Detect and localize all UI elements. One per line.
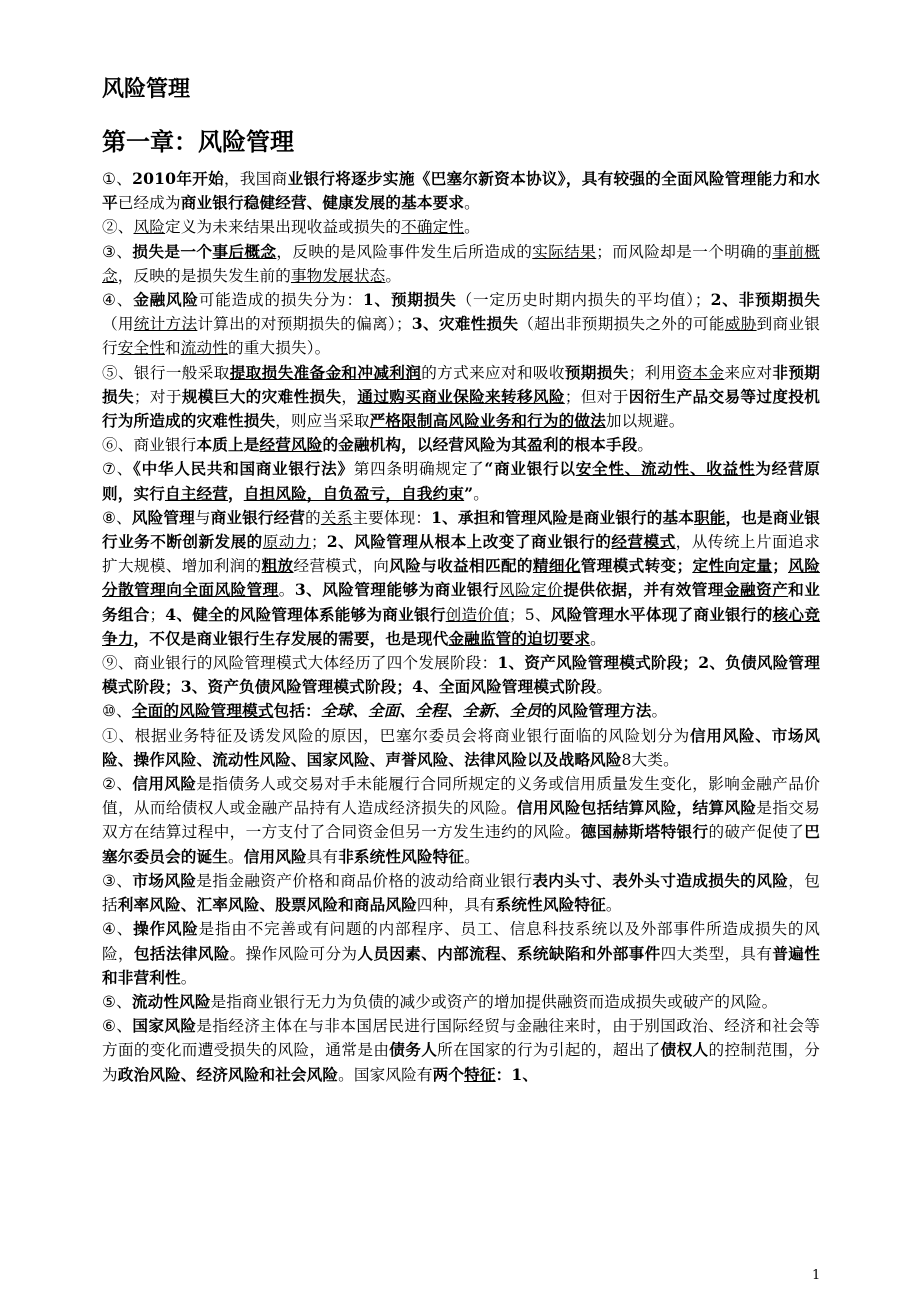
text-run: 。 — [227, 847, 244, 866]
text-run: 的破产促使了 — [708, 823, 805, 842]
text-run: ；5、 — [509, 605, 551, 624]
text-run: 表内头寸、表外头寸造成损失的风险 — [532, 870, 789, 890]
text-run: 是指交易双方在结算过程中，一方支付了合同资金但另一方发生违约的风险。 — [102, 799, 820, 842]
text-run: 3、风险管理能够为商业银行 — [294, 580, 499, 600]
text-run: 。 — [180, 968, 197, 987]
paragraph — [102, 215, 820, 239]
text-run: “商业银行以 — [484, 459, 576, 479]
text-run: 严格限制高风险业务和行为的做法 — [369, 411, 606, 431]
text-run: 2、非预期损失 — [710, 290, 820, 310]
text-run: 非系统性风险特征 — [338, 846, 465, 866]
text-run: 四种，具有 — [416, 896, 496, 915]
text-run: 。 — [385, 266, 402, 285]
text-run: 是指经济主体在与非本国居民进行国际经贸与金融往来时，由于别国政治、经济和社会等方面的变化而遭受损失的风险，通常是由 — [102, 1017, 821, 1060]
text-run: 商业银行稳健经营、健康发展的基本要求 — [180, 193, 465, 213]
text-run: 具有 — [306, 847, 339, 866]
chapter-title: 第一章：风险管理 — [102, 128, 294, 156]
text-run: 事物发展状态 — [290, 266, 386, 285]
text-run: 的 — [305, 508, 321, 527]
text-run: 安全性、流动性、收益性 — [575, 459, 756, 479]
text-run: ④、 — [102, 291, 134, 310]
paragraph — [102, 433, 820, 457]
text-run: 。 — [596, 678, 613, 697]
text-run: 职能 — [694, 507, 726, 527]
text-run: 信用风险包括结算风险，结算风险 — [516, 798, 757, 818]
text-run: 风险分散管理向全面风险管理 — [102, 556, 820, 600]
paragraph — [102, 457, 820, 505]
text-run: 两个 — [432, 1064, 465, 1084]
text-run: 巴塞尔委员会的诞生 — [102, 822, 820, 866]
paragraph — [102, 990, 820, 1014]
text-run: 所在国家的行为引起的，超出了 — [437, 1041, 661, 1060]
text-run: 因衍生产品交易等过度投机行为所造成的灾难性损失 — [102, 386, 820, 431]
text-run: 通过购买商业保险来转移风险 — [357, 386, 565, 406]
text-run: 信用风险 — [243, 846, 307, 866]
text-run: 业银行将逐步实施《巴塞尔新资本协议》，具有较强的全面风险管理能力和水平 — [102, 169, 820, 213]
text-run: 精细化 — [532, 556, 581, 576]
text-run: 到商业银行 — [102, 315, 820, 358]
paragraph — [102, 1014, 820, 1087]
text-run: 创造价值 — [445, 605, 510, 624]
text-run: 四大类型，具有 — [660, 944, 773, 963]
text-run: ；但对于 — [564, 387, 629, 406]
text-run: 主要体现： — [352, 508, 432, 527]
text-run: 粗放 — [261, 556, 294, 576]
text-run: （一定历史时期内损失的平均值）； — [456, 291, 711, 310]
text-run: 风险管理水平体现了商业银行的 — [550, 604, 773, 624]
text-run: ， — [227, 483, 244, 503]
text-run: 流动性 — [180, 339, 228, 358]
text-run: 是指金融资产价格和商品价格的波动给商业银行 — [196, 871, 533, 890]
text-run: 流动性风险 — [131, 991, 211, 1011]
text-run: 第四条明确规定了 — [353, 460, 485, 479]
text-run: 系统性风险特征 — [495, 895, 606, 915]
text-run: 普遍性和非营利性 — [102, 943, 820, 987]
page-number: 1 — [812, 1268, 821, 1283]
text-run: ，也是商业银行业务不断创新发展的 — [102, 507, 821, 552]
text-run: 可能造成的损失分为： — [198, 291, 363, 310]
text-run: ；利用 — [628, 363, 677, 382]
text-run: ⑥、 — [102, 1017, 133, 1036]
text-run: 信用风险 — [132, 774, 197, 794]
text-run: 原动力 — [262, 533, 311, 552]
text-run: 加以规避。 — [605, 412, 685, 431]
text-run: 。 — [464, 218, 480, 237]
text-run: 商业银行的风险管理模式大体经历了四个发展阶段： — [133, 654, 498, 673]
text-run: 《中华人民共和国商业银行法》 — [133, 459, 354, 479]
text-run: 风险与收益相匹配的 — [389, 556, 533, 576]
text-run: 和 — [164, 339, 181, 358]
text-run: 与 — [194, 508, 211, 527]
text-run: 人员因素、内部流程、系统缺陷和外部事件 — [357, 943, 661, 963]
text-run: 经营模式 — [611, 532, 676, 552]
text-run: ①、 — [102, 170, 133, 188]
text-run: 全球、全面、全程、全新、全员 — [320, 701, 542, 721]
text-run: 金融监管 — [448, 628, 512, 648]
text-run: 。 — [464, 194, 480, 213]
text-run: 1、承担和管理风险是商业银行的基本 — [431, 507, 695, 527]
text-run: 已经成为 — [117, 194, 181, 213]
text-run: 政治风险、经济风险和社会风险 — [117, 1064, 339, 1084]
text-run: ②、 — [102, 775, 133, 794]
text-run: 。 — [278, 581, 295, 600]
text-run: ，包括 — [102, 871, 821, 915]
text-run: ； — [149, 605, 166, 624]
text-run: 经营模式，向 — [293, 557, 390, 576]
text-run: 的风险管理方法 — [541, 701, 652, 721]
text-run: 自主经营 — [164, 483, 228, 503]
text-run: ①、根据业务特征及诱发风险的原因，巴塞尔委员会将商业银行面临的风险划分为 — [102, 726, 690, 745]
paragraph-list — [102, 167, 820, 1087]
text-run: ：1、 — [495, 1064, 539, 1084]
text-run: 自担风险，自负盈亏，自我约束 — [243, 483, 465, 503]
text-run: 是指由不完善或有问题的内部程序、员工、信息科技系统以及外部事件所造成损失的风险， — [102, 920, 820, 963]
text-run: 统计方法 — [133, 315, 198, 334]
paragraph — [102, 917, 820, 990]
text-run: 利率风险、汇率风险、股票风险和商品风险 — [117, 895, 417, 915]
text-run: ⑤、 — [102, 992, 132, 1011]
text-run: 特征 — [464, 1064, 496, 1084]
text-run: 的方式来应对和吸收 — [421, 363, 565, 382]
text-run: 包括法律风险 — [133, 943, 230, 963]
text-run: 8大类。 — [621, 750, 679, 769]
text-run: 风险定价 — [498, 581, 564, 600]
text-run: ，则应当采取 — [275, 412, 370, 431]
text-run: （超出非预期损失之外的可能 — [518, 315, 725, 334]
text-run: ⑥、商业银行 — [102, 436, 197, 455]
text-run: （用 — [102, 315, 134, 334]
text-run: 。国家风险有 — [338, 1065, 433, 1084]
text-run: 。操作风险可分为 — [229, 944, 358, 963]
text-run: 规模巨大的灾难性损失 — [181, 386, 342, 406]
text-run: ②、 — [102, 218, 134, 237]
document-page — [102, 74, 820, 1087]
paragraph — [102, 651, 820, 699]
text-run: 的金融机构，以经营风险为其盈利的根本手段 — [322, 435, 638, 455]
text-run: 和业务组合 — [102, 580, 820, 624]
text-run: 。 — [473, 484, 490, 503]
text-run: 债权人 — [660, 1040, 709, 1060]
text-run: ⑦、 — [102, 460, 134, 479]
text-run: 提取损失准备金和冲减利润 — [229, 362, 422, 382]
text-run: 德国赫斯塔特银行 — [580, 822, 709, 842]
text-run: ⑨、 — [102, 654, 134, 673]
text-run: ④、 — [102, 920, 134, 939]
text-run: 。 — [464, 847, 480, 866]
text-run: ，反映的是风险事件发生后所造成的 — [276, 242, 533, 261]
text-run: 核心竞争力 — [102, 604, 821, 648]
text-run: 损失是一个 — [132, 241, 213, 261]
text-run: ，我国商 — [224, 170, 288, 188]
paragraph — [102, 724, 820, 772]
text-run: 风险 — [133, 218, 165, 237]
text-run: 。 — [637, 436, 654, 455]
text-run: 2、风险管理从根本上改变了商业银行的 — [326, 532, 612, 552]
text-run: ，反映的是损失发生前的 — [117, 266, 291, 285]
text-run: 。 — [605, 896, 622, 915]
text-run: 定性向定量 — [692, 556, 773, 576]
text-run: 包括： — [273, 701, 321, 721]
text-run: 非预期损失 — [102, 362, 821, 406]
text-run: 关系 — [320, 508, 353, 527]
text-run: 操作风险 — [133, 919, 199, 939]
paragraph — [102, 288, 820, 361]
text-run: ③、 — [102, 242, 133, 261]
paragraph — [102, 869, 820, 917]
text-run: 金融风险 — [133, 290, 199, 310]
text-run: 债务人 — [389, 1040, 438, 1060]
text-run: 1、资产风险管理模式阶段；2、负债风险管理模式阶段；3、资产负债风险管理模式阶段；4、全面风险管理模式阶段 — [102, 653, 820, 697]
text-run: 风险管理 — [131, 507, 195, 527]
paragraph — [102, 167, 820, 215]
text-run: 的迫切要求 — [511, 628, 591, 648]
text-run: 信用风险、市场风险、操作风险、流动性风险、国家风险、声誉风险、法律风险以及战略风险 — [102, 725, 821, 769]
text-run: ⑩、 — [102, 702, 132, 721]
text-run: 2010年开始 — [132, 169, 224, 188]
text-run: 。 — [651, 702, 668, 721]
document-title: 风险管理 — [102, 77, 191, 102]
paragraph — [102, 240, 820, 288]
text-run: ；对于 — [133, 387, 182, 406]
text-run: 威胁 — [724, 315, 757, 334]
text-run: ； — [310, 533, 327, 552]
text-run: ” — [464, 483, 474, 503]
text-run: ，从传统上片面追求扩大规模、增加利润的 — [102, 533, 820, 576]
text-run: 资本金 — [676, 363, 725, 382]
text-run: ， — [341, 387, 358, 406]
text-run: ③、 — [102, 871, 133, 890]
text-run: 是指商业银行无力为负债的减少或资产的增加提供融资而造成损失或破产的风险。 — [210, 992, 778, 1011]
text-run: ；而风险却是一个明确的 — [596, 242, 773, 261]
text-run: 计算出的对预期损失的偏离）； — [197, 315, 412, 334]
text-run: 来应对 — [724, 363, 773, 382]
text-run: 金融资产 — [723, 580, 789, 600]
text-run: 经营风险 — [259, 435, 323, 455]
text-run: 不确定性 — [401, 218, 465, 237]
text-run: 为经营原则，实行 — [102, 459, 821, 503]
text-run: ，不仅是商业银行生存发展的需要，也是现代 — [133, 628, 449, 648]
text-run: 安全性 — [117, 339, 165, 358]
text-run: 本质上是 — [196, 435, 260, 455]
text-run: 实际结果 — [532, 242, 597, 261]
text-run: 定义为未来结果出现收益或损失的 — [165, 218, 402, 237]
paragraph — [102, 361, 820, 434]
text-run: 预期损失 — [564, 362, 629, 382]
text-run: 。 — [590, 629, 606, 648]
text-run: 提供依据，并有效管理 — [563, 580, 724, 600]
text-run: 3、灾难性损失 — [411, 314, 519, 334]
text-run: 事后概念 — [212, 241, 277, 261]
text-run: ⑧、 — [102, 508, 132, 527]
text-run: 是指债务人或交易对手未能履行合同所规定的义务或信用质量发生变化，影响金融产品价值，从而给债权人或金融产品持有人造成经济损失的风险。 — [102, 775, 821, 818]
text-run: ⑤、银行一般采取 — [102, 363, 230, 382]
text-run: 的重大损失）。 — [227, 339, 331, 358]
text-run: 市场风险 — [132, 870, 197, 890]
text-run: 1、预期损失 — [362, 290, 457, 310]
paragraph — [102, 772, 820, 869]
text-run: 管理模式转变； — [580, 556, 693, 576]
text-run: 商业银行经营 — [210, 507, 306, 527]
text-run: 4、健全的风险管理体系能够为商业银行 — [165, 604, 446, 624]
text-run: 的控制范围，分为 — [102, 1041, 821, 1084]
paragraph — [102, 699, 820, 723]
paragraph — [102, 506, 820, 651]
text-run: ； — [772, 556, 789, 576]
text-run: 国家风险 — [132, 1016, 197, 1036]
text-run: 全面的风险管理模式 — [131, 701, 274, 721]
text-run: 事前概念 — [102, 242, 820, 285]
